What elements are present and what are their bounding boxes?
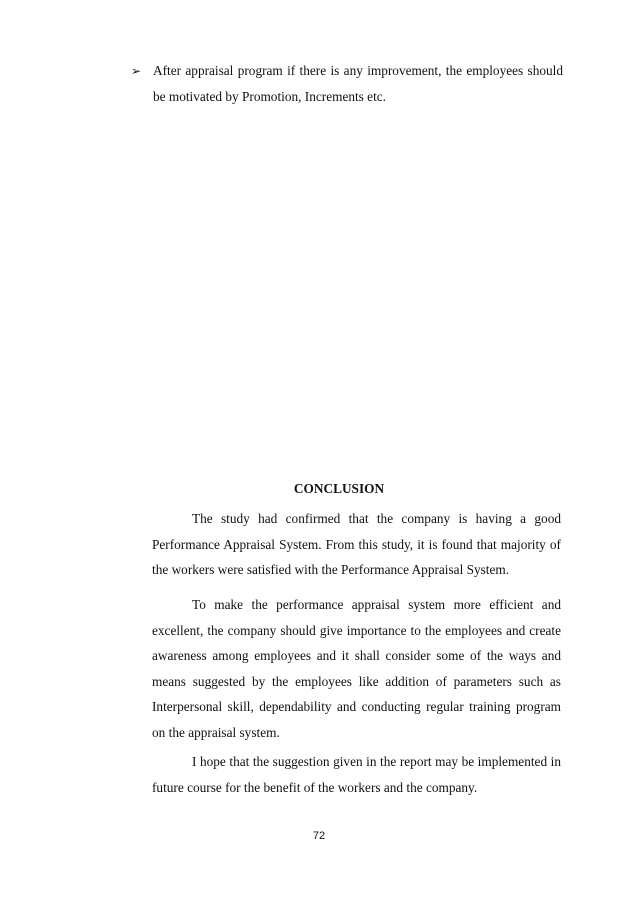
bullet-item	[131, 58, 563, 110]
bullet-text: After appraisal program if there is any improvement, the employees should be motivated by Promotion, Increments etc.	[153, 63, 563, 104]
arrow-bullet-icon: ➢	[131, 64, 142, 78]
conclusion-paragraph-2: To make the performance appraisal system more efficient and excellent, the company should give importance to the employees and create awareness among employees and it shall consider some of the ways and means suggested by the employees like addition of parameters such as Interpersonal skill, dependability and conducting regular training program on the appraisal system.	[152, 597, 561, 740]
page-number: 72	[312, 830, 326, 842]
conclusion-paragraph-1: The study had confirmed that the company is having a good Performance Appraisal System. From this study, it is found that majority of the workers were satisfied with the Performance Appraisal System.	[152, 511, 561, 577]
conclusion-heading: CONCLUSION	[293, 481, 385, 496]
conclusion-paragraph-3: I hope that the suggestion given in the report may be implemented in future course for the benefit of the workers and the company.	[152, 754, 561, 795]
